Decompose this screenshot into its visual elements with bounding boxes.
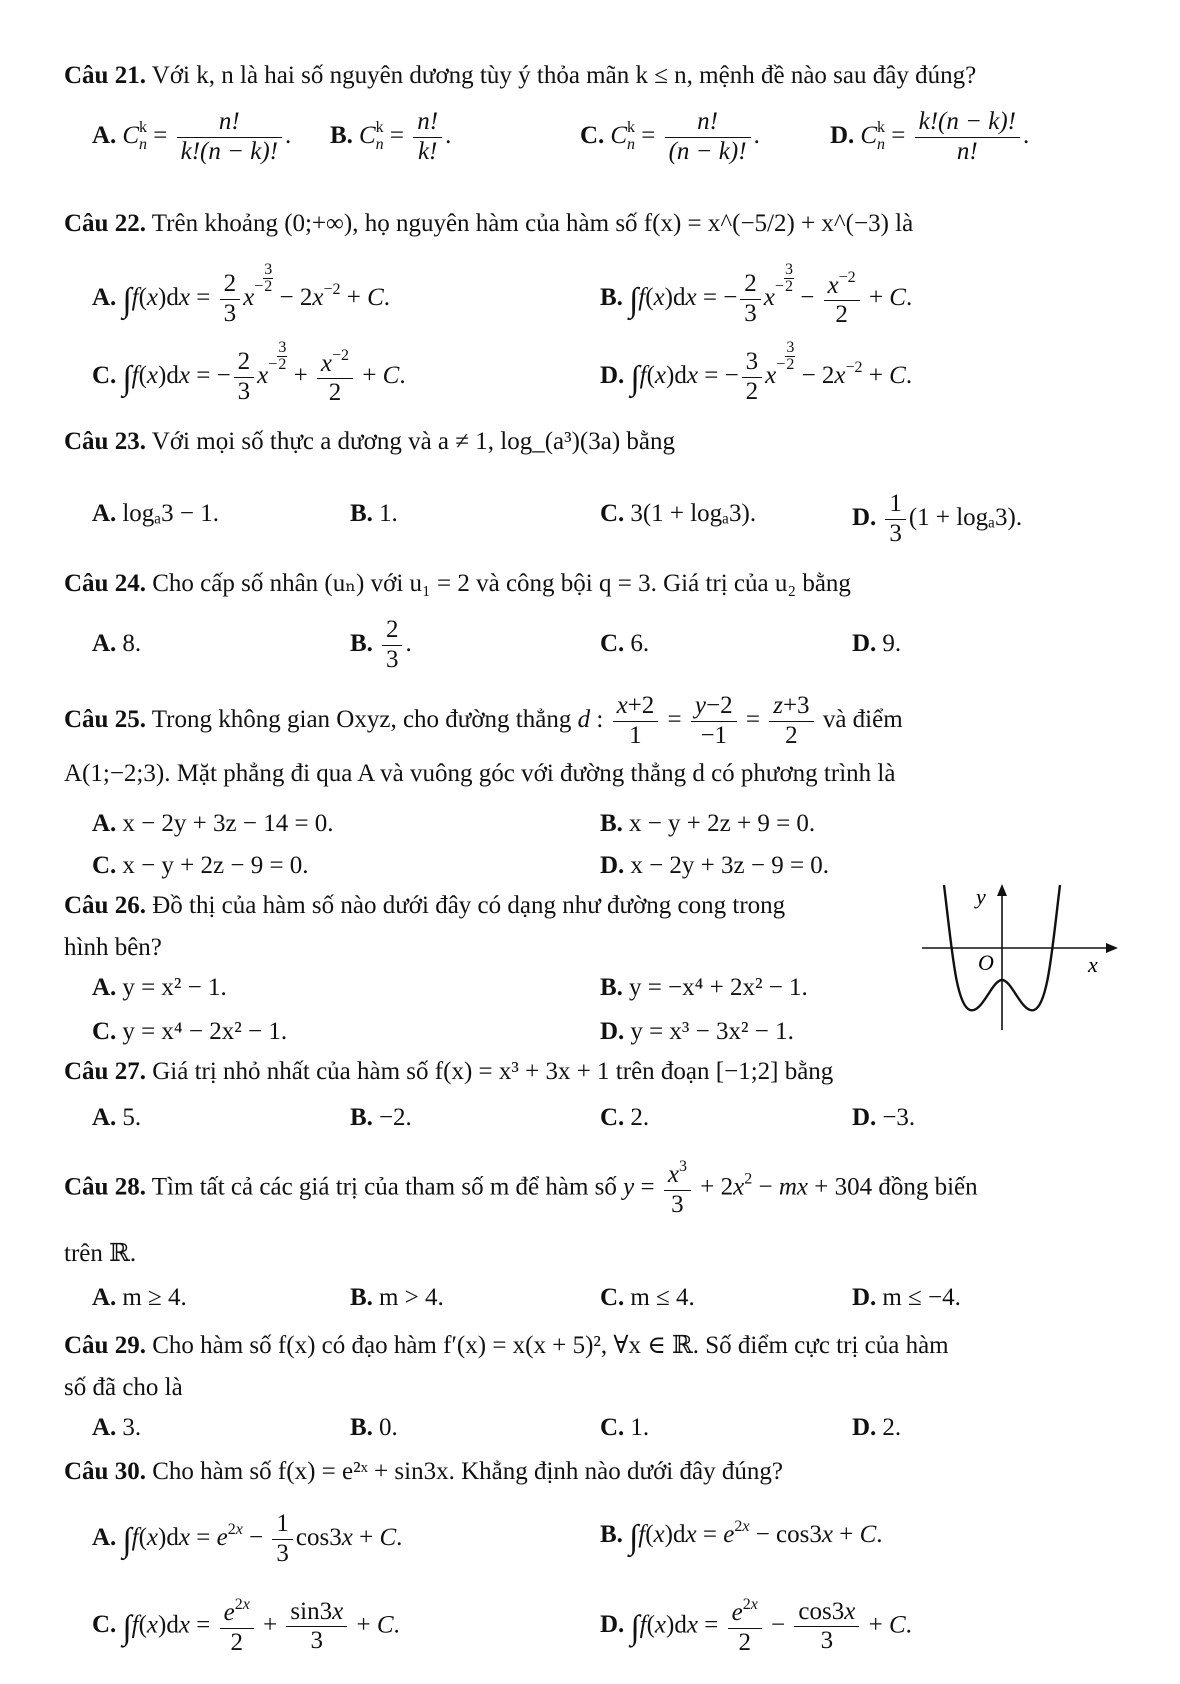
option-b[interactable]: B. y = −x⁴ + 2x² − 1. — [600, 974, 808, 1001]
option-a[interactable]: A. logₐ3 − 1. — [92, 500, 219, 527]
option-d[interactable]: D. y = x³ − 3x² − 1. — [600, 1018, 794, 1045]
question-22 — [64, 210, 913, 238]
option-d[interactable]: D. $\frac{1}{3}$ (1 + logₐ3). — [852, 490, 1023, 547]
question-text: Với mọi số thực a dương và a ≠ 1, log_(a³)(3a) bằng — [151, 428, 676, 455]
question-26 — [64, 892, 785, 920]
question-text: Giá trị nhỏ nhất của hàm số f(x) = x³ + 3x + 1 trên đoạn [−1;2] bằng — [152, 1058, 834, 1085]
option-b[interactable]: B. $\frac{2}{3}$ . — [350, 616, 412, 673]
option-b[interactable]: B. m > 4. — [350, 1284, 444, 1311]
question-number: Câu 30. — [64, 1458, 146, 1485]
fraction: $\frac{n!}{k!}$ — [413, 108, 442, 167]
question-29 — [64, 1330, 949, 1360]
option-c[interactable]: C. 2. — [600, 1104, 650, 1131]
question-text: Với k, n là hai số nguyên dương tùy ý thỏa mãn k ≤ n, mệnh đề nào sau đây đúng? — [151, 62, 977, 89]
option-c[interactable]: C. ∫f(x)dx = − $\frac{2}{3}$ x− $\frac{3}{2}$ + $\frac{x^{-2}}{2}$ + C. — [92, 339, 406, 407]
option-d[interactable]: D. ∫f(x)dx = $\frac{e^{2x}}{2}$ − $\frac{\cos 3x}{3}$ + C. — [600, 1596, 912, 1656]
question-text: Trong không gian Oxyz, cho đường thẳng — [151, 705, 572, 733]
question-24 — [64, 568, 851, 598]
question-number: Câu 23. — [64, 428, 146, 455]
question-text: Đồ thị của hàm số nào dưới đây có dạng như đường cong trong — [152, 892, 786, 919]
option-b[interactable]: B. ∫f(x)dx = − $\frac{2}{3}$ x− $\frac{3}{2}$ − $\frac{x^{-2}}{2}$ + C. — [600, 261, 913, 329]
question-text-cont: số đã cho là — [64, 1374, 183, 1401]
function-graph — [922, 880, 1122, 1030]
option-d[interactable]: D. $C_n^k$ = $\frac{k!(n - k)!}{n!}$ . — [830, 108, 1030, 165]
fraction: $\frac{k!(n - k)!}{n!}$ — [915, 108, 1020, 167]
question-text-cont: A(1;−2;3). Mặt phẳng đi qua A và vuông góc với đường thẳng d có phương trình là — [64, 760, 896, 787]
option-a[interactable]: A. ∫f(x)dx = $\frac{2}{3}$ x− $\frac{3}{2}$ − $2x^{-2} + C$. — [92, 261, 391, 327]
option-b[interactable]: B. $\int f(x)dx = e^{2x} - \cos 3x + C$. — [600, 1518, 883, 1556]
fraction: $\frac{n!}{(n - k)!}$ — [665, 108, 751, 167]
option-a[interactable]: A. $C_n^k$ = $\frac{n!}{k!(n - k)!}$ . — [92, 108, 292, 165]
option-a[interactable]: A. $\int f(x)dx = e^{2x}$ − $\frac{1}{3}$ cos3x + C. — [92, 1510, 403, 1567]
option-c[interactable]: C. ∫f(x)dx = $\frac{e^{2x}}{2}$ + $\frac{\sin 3x}{3}$ + C. — [92, 1596, 400, 1656]
question-30 — [64, 1458, 783, 1486]
question-number: Câu 25. — [64, 705, 146, 733]
option-d[interactable]: D. −3. — [852, 1104, 916, 1131]
question-number: Câu 26. — [64, 892, 146, 919]
option-b[interactable]: B. x − y + 2z + 9 = 0. — [600, 810, 816, 837]
option-a[interactable]: A. 3. — [92, 1414, 142, 1441]
question-number: Câu 24. — [64, 570, 146, 597]
y-axis-arrow — [997, 884, 1007, 896]
x-axis-arrow — [1106, 943, 1118, 953]
question-text: Trên khoảng (0;+∞), họ nguyên hàm của hàm số f(x) = x^(−5/2) + x^(−3) là — [151, 210, 914, 237]
question-25: Câu 25. Trong không gian Oxyz, cho đường thẳng d : $\frac{x+2}{1}$ = $\frac{y-2}{-1}$ = $\frac{z+3}{2}$ và điểm — [64, 692, 903, 749]
question-text: Cho cấp số nhân (uₙ) với u₁ = 2 và công bội q = 3. Giá trị của u₂ bằng — [152, 570, 851, 597]
option-c[interactable]: C. 6. — [600, 630, 650, 657]
option-c[interactable]: C. 1. — [600, 1414, 650, 1441]
question-number: Câu 21. — [64, 62, 146, 89]
option-d[interactable]: D. ∫f(x)dx = − $\frac{3}{2}$ x− $\frac{3}{2}$ − $2x^{-2} + C$. — [600, 339, 913, 405]
question-21 — [64, 62, 976, 90]
question-number: Câu 22. — [64, 210, 146, 237]
option-d[interactable]: D. 9. — [852, 630, 902, 657]
y-axis-label: y — [976, 884, 986, 909]
option-c[interactable]: C. 3(1 + logₐ3). — [600, 500, 757, 527]
question-text: Cho hàm số f(x) có đạo hàm f′(x) = x(x + 5)², ∀x ∈ ℝ. Số điểm cực trị của hàm — [152, 1332, 949, 1359]
question-number: Câu 27. — [64, 1058, 146, 1085]
option-c[interactable]: C. m ≤ 4. — [600, 1284, 695, 1311]
question-number: Câu 29. — [64, 1332, 146, 1359]
origin-label: O — [978, 950, 994, 975]
option-a[interactable]: A. y = x² − 1. — [92, 974, 227, 1001]
option-d[interactable]: D. m ≤ −4. — [852, 1284, 961, 1311]
x-axis-label: x — [1088, 952, 1098, 977]
fraction: $\frac{n!}{k!(n - k)!}$ — [177, 108, 282, 167]
question-number: Câu 28. — [64, 1173, 146, 1201]
question-23 — [64, 428, 675, 456]
option-b[interactable]: B. −2. — [350, 1104, 412, 1131]
question-text-cont: hình bên? — [64, 934, 162, 961]
option-b[interactable]: B. 1. — [350, 500, 398, 527]
question-28: Câu 28. Tìm tất cả các giá trị của tham số m để hàm số y = $\frac{x^3}{3}$ + $2x^2$ − mx + 304 đồng biến — [64, 1158, 978, 1218]
question-text-cont: trên ℝ. — [64, 1240, 137, 1267]
option-c[interactable]: C. $C_n^k$ = $\frac{n!}{(n - k)!}$ . — [580, 108, 760, 165]
option-b[interactable]: B. 0. — [350, 1414, 398, 1441]
option-b[interactable]: B. $C_n^k$ = $\frac{n!}{k!}$ . — [330, 108, 452, 165]
option-a[interactable]: A. 8. — [92, 630, 142, 657]
option-c[interactable]: C. y = x⁴ − 2x² − 1. — [92, 1018, 288, 1045]
option-a[interactable]: A. x − 2y + 3z − 14 = 0. — [92, 810, 334, 837]
option-a[interactable]: A. 5. — [92, 1104, 142, 1131]
option-d[interactable]: D. 2. — [852, 1414, 902, 1441]
question-text: Tìm tất cả các giá trị của tham số m để hàm số — [151, 1173, 617, 1201]
option-d[interactable]: D. x − 2y + 3z − 9 = 0. — [600, 852, 830, 879]
question-text: Cho hàm số f(x) = e²ˣ + sin3x. Khẳng định nào dưới đây đúng? — [152, 1458, 783, 1485]
option-a[interactable]: A. m ≥ 4. — [92, 1284, 187, 1311]
question-27 — [64, 1058, 833, 1086]
option-c[interactable]: C. x − y + 2z − 9 = 0. — [92, 852, 309, 879]
